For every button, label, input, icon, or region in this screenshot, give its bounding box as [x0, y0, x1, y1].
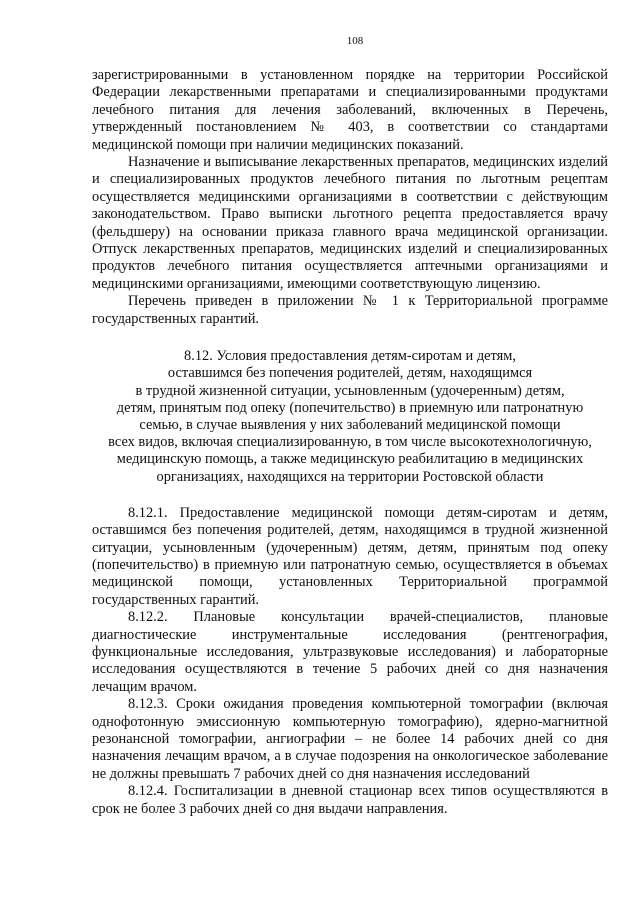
page-number: 108 [346, 35, 364, 47]
document-page [92, 34, 608, 818]
paragraph: 8.12.3. Сроки ожидания проведения компьютерной томографии (включая однофотонную эмиссионную компьютерную томографию), ядерно-магнитной резонансной томографии, ангиографии – не более 14 рабочих дней со дня назначения лечащим врачом, а в случае подозрения на онкологическое заболевание не должны превышать 7 рабочих дней со дня назначения исследований [92, 696, 608, 782]
top-text-block [92, 67, 608, 328]
paragraph: Перечень приведен в приложении № 1 к Территориальной программе государственных гарантий. [92, 293, 608, 327]
heading-line: детям, принятым под опеку (попечительство) в приемную или патронатную [116, 399, 584, 416]
paragraph: 8.12.2. Плановые консультации врачей-специалистов, плановые диагностические инструментальные исследования (рентгенография, функциональные исследования, ультразвуковые исследования) и лабораторные исследования осуществляются в течение 5 рабочих дней со дня назначения лечащим врачом. [92, 609, 608, 695]
heading-line: семью, в случае выявления у них заболеваний медицинской помощи [139, 416, 561, 433]
paragraph: 8.12.4. Госпитализации в дневной стационар всех типов осуществляются в срок не более 3 рабочих дней со дня выдачи направления. [92, 783, 608, 817]
paragraph: зарегистрированными в установленном порядке на территории Российской Федерации лекарственными препаратами и специализированными продуктами лечебного питания для лечения заболеваний, включенных в Перечень, утвержденный постановлением № 403, в соответствии со стандартами медицинской помощи при наличии медицинских показаний. [92, 67, 608, 153]
heading-line: медицинскую помощь, а также медицинскую реабилитацию в медицинских [116, 451, 584, 468]
heading-line: в трудной жизненной ситуации, усыновленным (удочеренным) детям, [135, 382, 565, 399]
heading-line: всех видов, включая специализированную, в том числе высокотехнологичную, [108, 434, 592, 451]
bottom-text-block [92, 505, 608, 818]
paragraph: 8.12.1. Предоставление медицинской помощи детям-сиротам и детям, оставшимся без попечения родителей, детям, находящимся в трудной жизненной ситуации, усыновленным (удочеренным) детям, детям, принятым под опеку (попечительство) в приемную или патронатную семью, осуществляется в объемах медицинской помощи, установленных Территориальной программой государственных гарантий. [92, 504, 608, 608]
section-heading [92, 348, 608, 486]
heading-line: организациях, находящихся на территории Ростовской области [156, 468, 544, 485]
heading-line: 8.12. Условия предоставления детям-сиротам и детям, [184, 348, 516, 365]
paragraph: Назначение и выписывание лекарственных препаратов, медицинских изделий и специализированных продуктов лечебного питания по льготным рецептам осуществляется медицинскими организациями в соответствии с действующим законодательством. Право выписки льготного рецепта предоставляется врачу (фельдшеру) на основании приказа главного врача медицинской организации. Отпуск лекарственных препаратов, медицинских изделий и специализированных продуктов лечебного питания осуществляется аптечными организациями и медицинскими организациями, имеющими соответствующую лицензию. [92, 154, 608, 292]
heading-line: оставшимся без попечения родителей, детям, находящимся [167, 365, 533, 382]
